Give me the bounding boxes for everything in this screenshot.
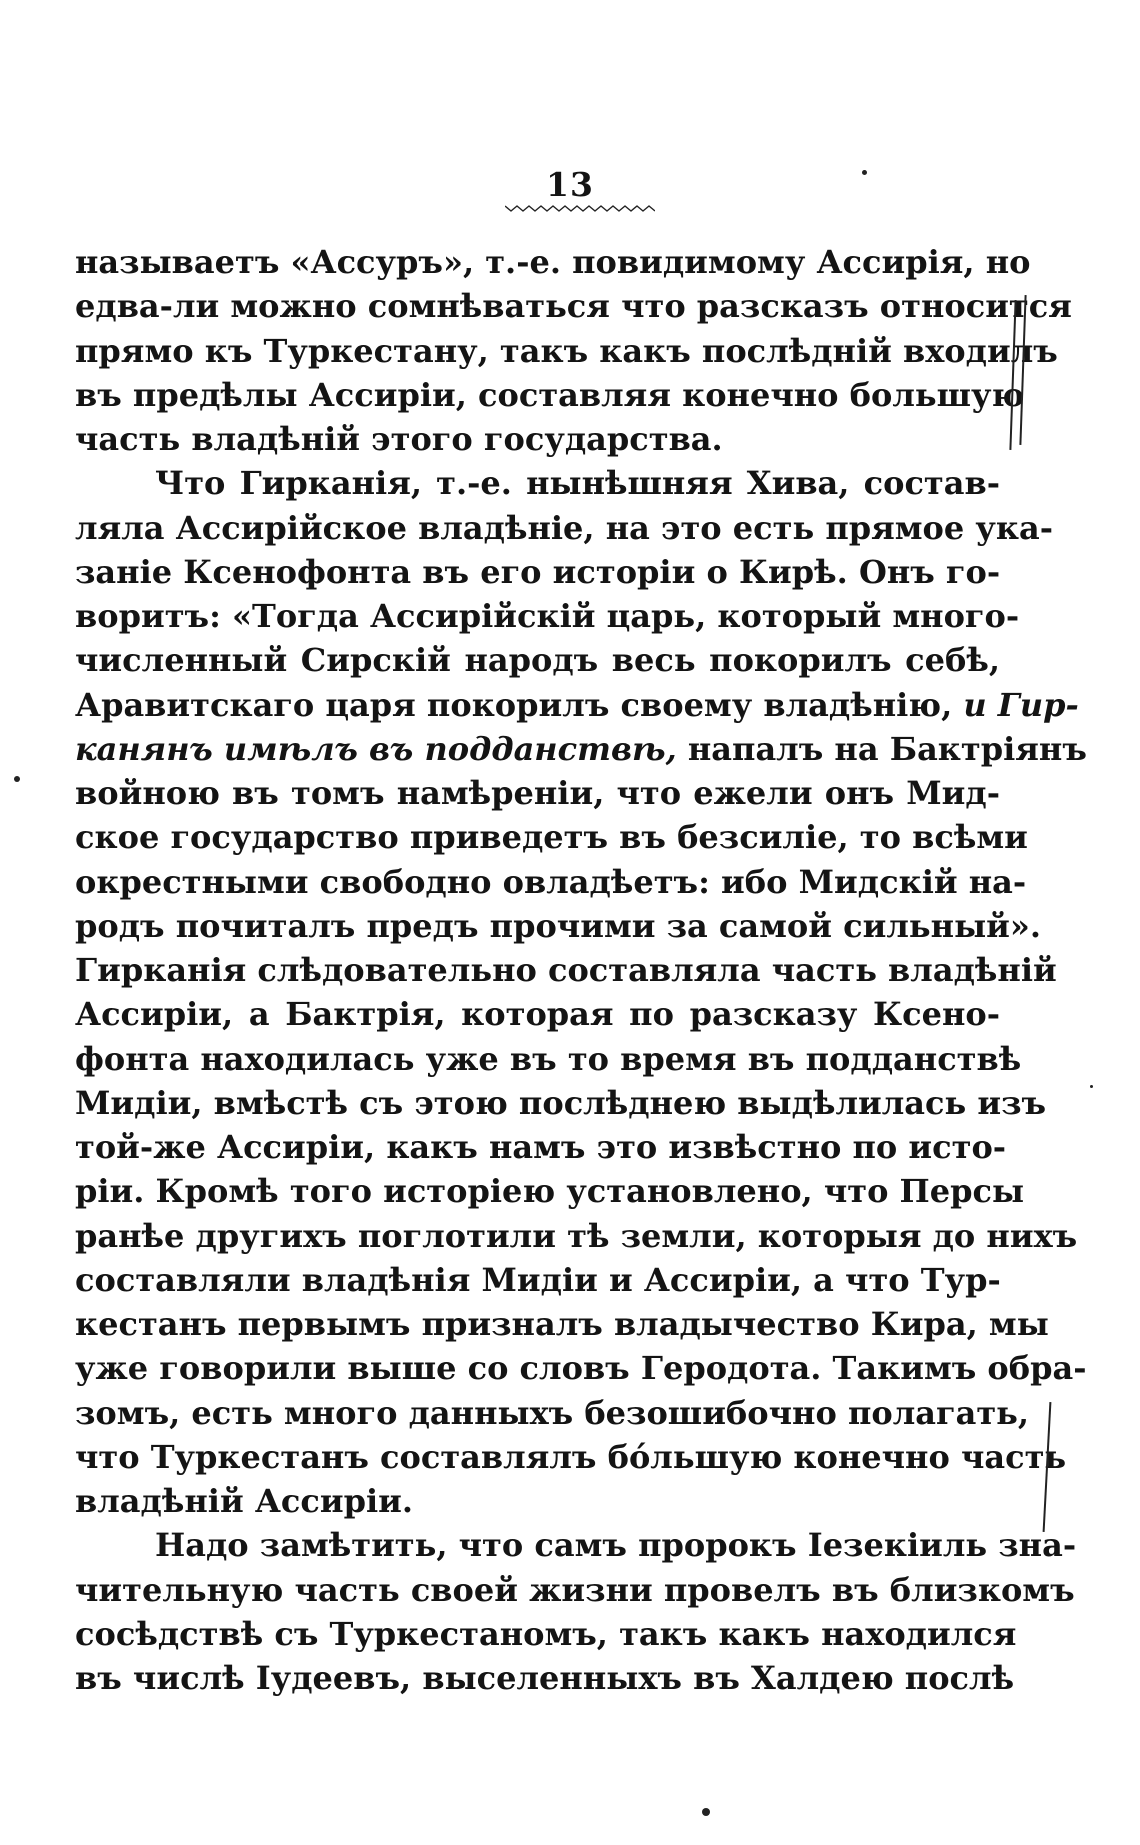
text-line: той-же Ассиріи, какъ намъ это извѣстно по исто- (75, 1128, 1007, 1166)
text-line: владѣній Ассиріи. (75, 1482, 413, 1520)
text-line: Что Гирканія, т.-е. нынѣшняя Хива, состав- (155, 464, 1000, 503)
text-line: Надо замѣтить, что самъ пророкъ Іезекіиль зна- (155, 1526, 1077, 1565)
ink-speck (702, 1808, 710, 1816)
ink-speck (14, 776, 20, 782)
text-line: Гирканія слѣдовательно составляла часть владѣній (75, 951, 1057, 989)
text-line: численный Сирскій народъ весь покорилъ себѣ, (75, 641, 1000, 680)
text-line: ранѣе другихъ поглотили тѣ земли, которыя до нихъ (75, 1216, 1078, 1255)
text-line-with-italic (75, 683, 1079, 727)
text-line: часть владѣній этого государства. (75, 420, 723, 458)
text-line: уже говорили выше со словъ Геродота. Такимъ обра- (75, 1349, 1087, 1388)
text-line: родъ почиталъ предъ прочими за самой сильный». (75, 906, 1042, 945)
paragraph-1 (75, 240, 1072, 461)
text-line: составляли владѣнія Мидіи и Ассиріи, а что Тур- (75, 1260, 1001, 1299)
text-line: окрестными свободно овладѣетъ: ибо Мидскій на- (75, 862, 1027, 901)
text-line: едва-ли можно сомнѣваться что разсказъ относится (75, 287, 1072, 326)
text-line: воритъ: «Тогда Ассирійскій царь, который много- (75, 597, 1020, 635)
text-line: въ числѣ Іудеевъ, выселенныхъ въ Халдею послѣ (75, 1659, 1015, 1697)
text-line: фонта находилась уже въ то время въ подданствѣ (75, 1039, 1022, 1078)
text-line-with-italic (75, 727, 1087, 771)
text-line: сосѣдствѣ съ Туркестаномъ, такъ какъ находился (75, 1614, 1017, 1653)
text-line: кестанъ первымъ призналъ владычество Кира, мы (75, 1305, 1049, 1343)
text-line: Мидіи, вмѣстѣ съ этою послѣднею выдѣлилась изъ (75, 1083, 1047, 1122)
italic-segment: и Гир- (963, 685, 1079, 724)
text-line: зомъ, есть много данныхъ безошибочно полагать, (75, 1393, 1030, 1432)
text-segment: напалъ на Бактріянъ (676, 729, 1087, 768)
text-line: что Туркестанъ составлялъ бóльшую конечно часть (75, 1437, 1067, 1476)
text-line: ляла Ассирійское владѣніе, на это есть прямое ука- (75, 508, 1053, 547)
italic-segment: канянъ имѣлъ въ подданствѣ, (75, 729, 677, 768)
text-line: заніе Ксенофонта въ его исторіи о Кирѣ. Онъ го- (75, 552, 1001, 591)
text-line: Ассиріи, а Бактрія, которая по разсказу Ксено- (75, 995, 1000, 1034)
page-number: 13 (546, 165, 594, 204)
text-line: чительную часть своей жизни провелъ въ близкомъ (75, 1570, 1075, 1609)
text-line: ріи. Кромѣ того исторіею установлено, что Персы (75, 1172, 1025, 1211)
text-line: войною въ томъ намѣреніи, что ежели онъ Мид- (75, 774, 1000, 812)
text-line: ское государство приведетъ въ безсиліе, то всѣми (75, 818, 1028, 857)
body-text (75, 240, 1087, 1700)
text-segment: Аравитскаго царя покорилъ своему владѣнію, (75, 685, 953, 724)
paragraph-3 (75, 1523, 1077, 1700)
decorative-rule (505, 203, 655, 213)
text-line: называетъ «Ассуръ», т.-е. повидимому Ассирія, но (75, 243, 1031, 281)
ink-speck (862, 170, 867, 175)
paragraph-2 (75, 461, 1087, 1523)
ink-speck (1090, 1085, 1093, 1088)
text-line: въ предѣлы Ассиріи, составляя конечно большую (75, 375, 1025, 414)
text-line: прямо къ Туркестану, такъ какъ послѣдній входилъ (75, 331, 1058, 370)
